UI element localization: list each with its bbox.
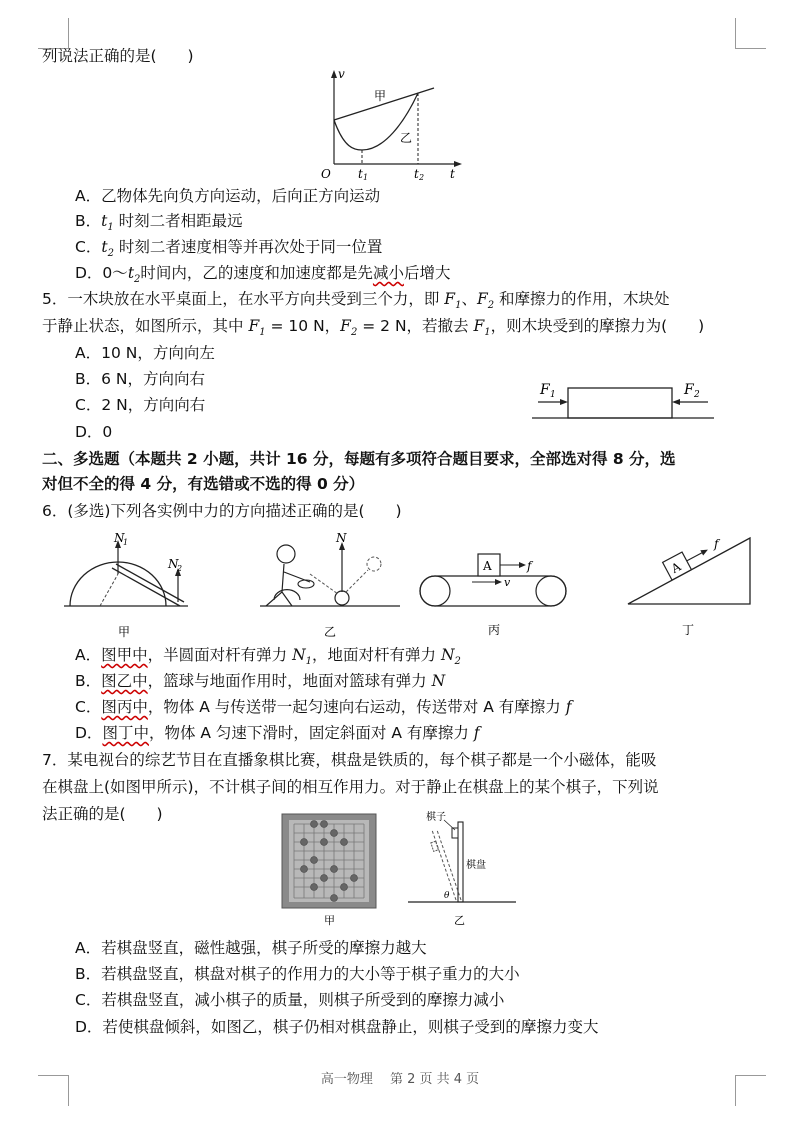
fig-jia-n1: N [114,531,125,545]
figure-bing [420,554,566,637]
graph-t-label: t [450,167,455,180]
q5-fig-f1-sub: 1 [550,390,556,400]
q5-option-a: A．10 N，方向向左 [75,344,215,362]
caption-bing: 丙 [488,623,501,637]
graph-v-label: v [338,68,345,81]
q5-fig-f1: F [540,382,550,398]
graph-yi-label: 乙 [400,131,413,145]
q7-stem-line1: 7．某电视台的综艺节目在直播象棋比赛，棋盘是铁质的，每个棋子都是一个小磁体，能吸 [42,751,657,769]
q7-option-c: C．若棋盘竖直，减小棋子的质量，则棋子所受到的摩擦力减小 [75,991,505,1009]
q7-stem-line2: 在棋盘上(如图甲所示)，不计棋子间的相互作用力。对于静止在棋盘上的某个棋子，下列说 [42,778,659,796]
q5-block-figure [528,374,718,424]
caption-yi: 乙 [324,625,337,639]
caption-jia: 甲 [118,625,131,639]
fig-jia-n2: N [168,557,179,571]
q4-stem-tail: 列说法正确的是( ) [42,47,194,65]
q7-option-b: B．若棋盘竖直，棋盘对棋子的作用力的大小等于棋子重力的大小 [75,965,520,983]
q6-figures [60,530,760,642]
q5-option-b: B．6 N，方向向右 [75,370,206,388]
fig-jia-n2-sub: 2 [177,564,183,573]
q5-option-c: C．2 N，方向向右 [75,396,206,414]
q6-option-b: B．图乙中，篮球与地面作用时，地面对篮球有弹力 N [75,672,446,690]
q7-label-qizi: 棋子 [426,812,446,823]
q6-option-d: D．图丁中，物体 A 匀速下滑时，固定斜面对 A 有摩擦力 f [75,724,480,742]
q4-option-a: A．乙物体先向负方向运动，后向正方向运动 [75,187,381,205]
figure-jia [64,531,188,639]
fig-yi-n: N [336,531,347,545]
q7-caption-yi: 乙 [454,914,465,927]
q7-label-theta: θ [444,891,450,901]
fig-bing-f: f [527,559,532,573]
figure-ding [628,537,750,637]
q7-label-qipan: 棋盘 [466,860,486,871]
q6-option-a: A．图甲中，半圆面对杆有弹力 $N_1$，地面对杆有弹力 $N_2$ [75,646,461,668]
page-footer: 高一物理 第 2 页 共 4 页 [320,1072,480,1087]
graph-t2-sub: 2 [419,173,425,180]
caption-ding: 丁 [682,623,695,637]
graph-t1-label: t [358,167,363,180]
q7-stem-line3: 法正确的是( ) [42,805,163,823]
q5-stem-line1: 5．一木块放在水平桌面上，在水平方向共受到三个力，即 $F_1$、$F_2$ 和摩擦力的作用，木块处 [42,290,670,312]
q5-fig-f2: F [684,382,694,398]
q6-stem: 6．(多选)下列各实例中力的方向描述正确的是( ) [42,502,402,520]
q5-option-d: D．0 [75,423,113,441]
q7-caption-jia: 甲 [324,914,335,927]
q7-option-a: A．若棋盘竖直，磁性越强，棋子所受的摩擦力越大 [75,939,427,957]
tilted-board-diagram [408,810,516,927]
q4-option-c: C．$t_2$ 时刻二者速度相等并再次处于同一位置 [75,238,383,260]
fig-bing-v: v [504,576,511,589]
corner-mark-top-left [38,18,69,49]
graph-jia-label: 甲 [374,89,387,103]
fig-bing-a: A [483,559,492,573]
figure-yi [260,531,400,639]
q6-option-c: C．图丙中，物体 A 与传送带一起匀速向右运动，传送带对 A 有摩擦力 f [75,698,572,716]
q4-option-d: D．$0\sim t_2$时间内，乙的速度和加速度都是先减小后增大 [75,264,451,286]
q5-fig-f2-sub: 2 [694,390,700,400]
graph-t2-label: t [414,167,419,180]
fig-ding-a: A [668,559,684,576]
chessboard-image [282,814,376,927]
corner-mark-top-right [735,18,766,49]
graph-origin-label: O [321,167,331,180]
section2-title-line1: 二、多选题（本题共 2 小题，共计 16 分，每题有多项符合题目要求，全部选对得 8 分，选 [42,450,676,468]
fig-jia-n1-sub: 1 [123,538,129,547]
section2-title-line2: 对但不全的得 4 分，有选错或不选的得 0 分） [42,475,365,493]
q4-option-b: B．$t_1$ 时刻二者相距最远 [75,212,243,234]
fig-ding-f: f [714,537,719,551]
q4-vt-graph [318,68,464,180]
q7-figures [280,808,520,930]
graph-t1-sub: 1 [363,173,369,180]
q5-stem-line2: 于静止状态，如图所示，其中 $F_1 = 10$ N，$F_2 = 2$ N，若撤去 $F_1$，则木块受到的摩擦力为( ) [42,317,705,339]
q7-option-d: D．若使棋盘倾斜，如图乙，棋子仍相对棋盘静止，则棋子受到的摩擦力变大 [75,1018,599,1036]
